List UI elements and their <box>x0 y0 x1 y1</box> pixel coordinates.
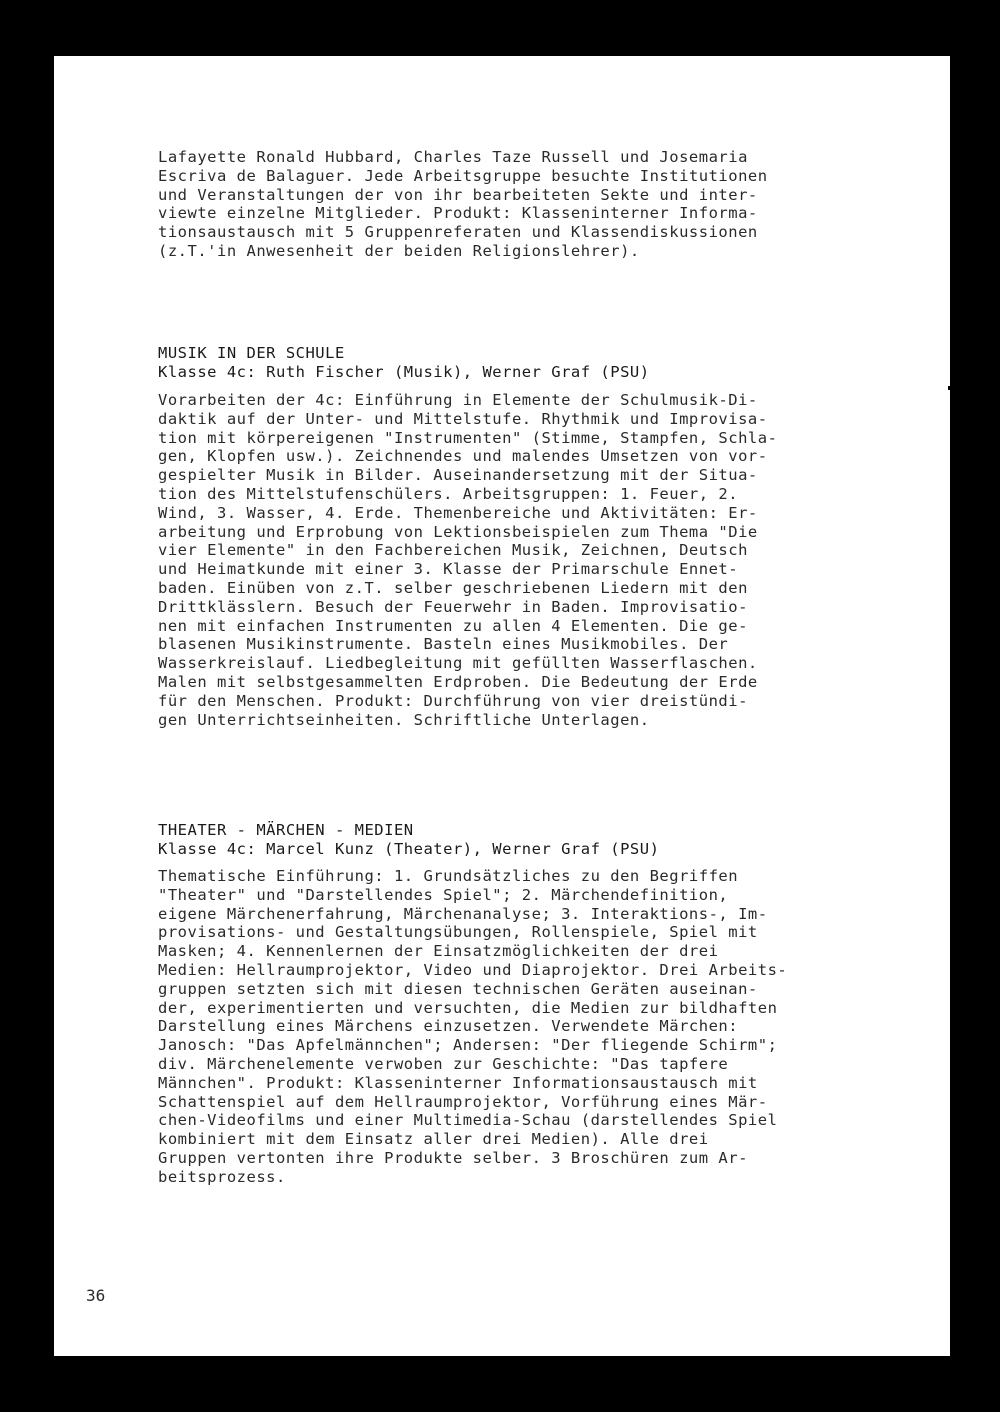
music-body-line: baden. Einüben von z.T. selber geschriebenen Liedern mit den <box>158 578 748 597</box>
music-body-line: nen mit einfachen Instrumenten zu allen 4 Elementen. Die ge- <box>158 616 748 635</box>
theater-section-body <box>158 867 888 1187</box>
theater-body-line: div. Märchenelemente verwoben zur Geschichte: "Das tapfere <box>158 1054 729 1073</box>
theater-body-line: chen-Videofilms und einer Multimedia-Schau (darstellendes Spiel <box>158 1111 778 1130</box>
theater-body-line: Schattenspiel auf dem Hellraumprojektor, Vorführung eines Mär- <box>158 1092 768 1111</box>
theater-body-line: kombiniert mit dem Einsatz aller drei Medien). Alle drei <box>158 1130 709 1149</box>
music-body-line: blasenen Musikinstrumente. Basteln eines Musikmobiles. Der <box>158 635 729 654</box>
music-section-body <box>158 391 888 729</box>
theater-section-title: THEATER - MÄRCHEN - MEDIEN <box>158 821 414 839</box>
intro-paragraph <box>158 148 888 261</box>
theater-body-line: Masken; 4. Kennenlernen der Einsatzmöglichkeiten der drei <box>158 942 719 961</box>
music-body-line: Wasserkreislauf. Liedbegleitung mit gefüllten Wasserflaschen. <box>158 654 758 673</box>
music-body-line: tion des Mittelstufenschülers. Arbeitsgruppen: 1. Feuer, 2. <box>158 484 739 503</box>
music-body-line: und Heimatkunde mit einer 3. Klasse der Primarschule Ennet- <box>158 560 739 579</box>
music-section-heading <box>158 344 888 382</box>
music-body-line: gen Unterrichtseinheiten. Schriftliche Unterlagen. <box>158 710 650 729</box>
music-body-line: Wind, 3. Wasser, 4. Erde. Themenbereiche und Aktivitäten: Er- <box>158 503 758 522</box>
theater-body-line: gruppen setzten sich mit diesen technischen Geräten auseinan- <box>158 979 758 998</box>
music-body-line: daktik auf der Unter- und Mittelstufe. Rhythmik und Improvisa- <box>158 409 768 428</box>
music-body-line: vier Elemente" in den Fachbereichen Musik, Zeichnen, Deutsch <box>158 541 748 560</box>
page-number: 36 <box>86 1286 106 1305</box>
music-body-line: tion mit körpereigenen "Instrumenten" (Stimme, Stampfen, Schla- <box>158 428 778 447</box>
theater-body-line: provisations- und Gestaltungsübungen, Rollenspiele, Spiel mit <box>158 923 758 942</box>
music-body-line: arbeitung und Erprobung von Lektionsbeispielen zum Thema "Die <box>158 522 758 541</box>
intro-line: (z.T.'in Anwesenheit der beiden Religionslehrer). <box>158 241 640 260</box>
theater-body-line: Darstellung eines Märchens einzusetzen. Verwendete Märchen: <box>158 1017 739 1036</box>
theater-section-subtitle: Klasse 4c: Marcel Kunz (Theater), Werner Graf (PSU) <box>158 839 660 858</box>
theater-body-line: Medien: Hellraumprojektor, Video und Diaprojektor. Drei Arbeits- <box>158 960 788 979</box>
scan-speck <box>948 386 951 390</box>
theater-section-heading <box>158 821 888 859</box>
theater-body-line: Männchen". Produkt: Klasseninterner Informationsaustausch mit <box>158 1073 758 1092</box>
theater-body-line: "Theater" und "Darstellendes Spiel"; 2. Märchendefinition, <box>158 885 729 904</box>
music-body-line: Malen mit selbstgesammelten Erdproben. Die Bedeutung der Erde <box>158 672 758 691</box>
theater-body-line: Gruppen vertonten ihre Produkte selber. 3 Broschüren zum Ar- <box>158 1148 748 1167</box>
theater-body-line: Thematische Einführung: 1. Grundsätzliches zu den Begriffen <box>158 867 739 885</box>
intro-line: tionsaustausch mit 5 Gruppenreferaten und Klassendiskussionen <box>158 223 758 242</box>
intro-line: viewte einzelne Mitglieder. Produkt: Klasseninterner Informa- <box>158 204 758 223</box>
theater-body-line: eigene Märchenerfahrung, Märchenanalyse; 3. Interaktions-, Im- <box>158 904 768 923</box>
intro-line: und Veranstaltungen der von ihr bearbeiteten Sekte und inter- <box>158 185 758 204</box>
music-body-line: Drittklässlern. Besuch der Feuerwehr in Baden. Improvisatio- <box>158 597 748 616</box>
music-body-line: für den Menschen. Produkt: Durchführung von vier dreistündi- <box>158 691 748 710</box>
music-section-subtitle: Klasse 4c: Ruth Fischer (Musik), Werner Graf (PSU) <box>158 362 650 381</box>
document-page <box>54 56 950 1356</box>
music-section-title: MUSIK IN DER SCHULE <box>158 344 345 362</box>
intro-line: Lafayette Ronald Hubbard, Charles Taze Russell und Josemaria <box>158 148 748 166</box>
music-body-line: gespielter Musik in Bilder. Auseinandersetzung mit der Situa- <box>158 466 758 485</box>
music-body-line: gen, Klopfen usw.). Zeichnendes und malendes Umsetzen von vor- <box>158 447 768 466</box>
intro-line: Escriva de Balaguer. Jede Arbeitsgruppe besuchte Institutionen <box>158 166 768 185</box>
theater-body-line: der, experimentierten und versuchten, die Medien zur bildhaften <box>158 998 778 1017</box>
theater-body-line: beitsprozess. <box>158 1167 286 1186</box>
music-body-line: Vorarbeiten der 4c: Einführung in Elemente der Schulmusik-Di- <box>158 391 758 409</box>
theater-body-line: Janosch: "Das Apfelmännchen"; Andersen: "Der fliegende Schirm"; <box>158 1036 778 1055</box>
